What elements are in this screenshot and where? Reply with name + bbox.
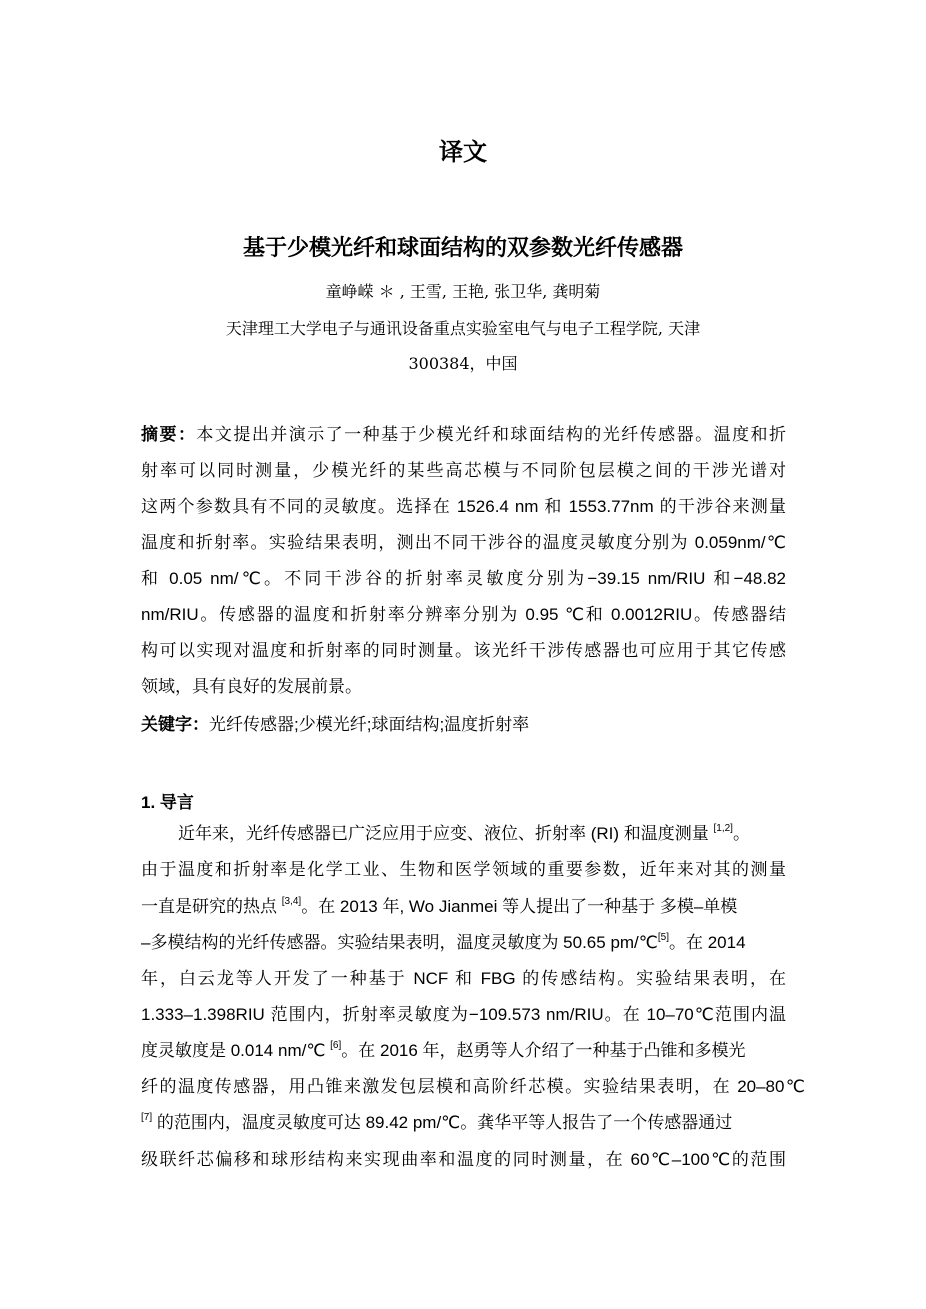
abstract-line: 领域，具有良好的发展前景。: [141, 677, 362, 696]
keywords-label: 关键字：: [141, 715, 209, 734]
abstract-text: 本文提出并演示了一种基于少模光纤和球面结构的光纤传感器。温度和折: [196, 425, 787, 444]
abstract-line: 和 0.05 nm/℃。不同干涉谷的折射率灵敏度分别为−39.15 nm/RIU 和−48.82: [141, 569, 786, 588]
abstract-line: 温度和折射率。实验结果表明，测出不同干涉谷的温度灵敏度分别为 0.059nm/℃: [141, 533, 786, 552]
abstract-line: 这两个参数具有不同的灵敏度。选择在 1526.4 nm 和 1553.77nm 的干涉谷来测量: [141, 497, 786, 516]
paper-title: 基于少模光纤和球面结构的双参数光纤传感器: [242, 235, 683, 260]
intro-line: 度灵敏度是 0.014 nm/℃ [6]。在 2016 年，赵勇等人介绍了一种基于凸锥和多模光: [141, 1040, 746, 1060]
intro-line: –多模结构的光纤传感器。实验结果表明，温度灵敏度为 50.65 pm/℃[5]。在 2014: [141, 932, 746, 952]
abstract-label: 摘要：: [141, 425, 197, 444]
abstract-line: 构可以实现对温度和折射率的同时测量。该光纤干涉传感器也可应用于其它传感: [141, 641, 786, 660]
intro-line: 年，白云龙等人开发了一种基于 NCF 和 FBG 的传感结构。实验结果表明，在: [141, 969, 786, 988]
document-heading: 译文: [439, 139, 487, 166]
citation: [5]: [657, 932, 669, 943]
intro-line: 一直是研究的热点 [3,4]。在 2013 年, Wo Jianmei 等人提出了一种基于 多模–单模: [141, 896, 738, 916]
citation: [7]: [141, 1112, 153, 1123]
intro-line: 级联纤芯偏移和球形结构来实现曲率和温度的同时测量，在 60℃–100℃的范围: [141, 1150, 786, 1169]
intro-line: [7] 的范围内，温度灵敏度可达 89.42 pm/℃。龚华平等人报告了一个传感器通过: [141, 1112, 733, 1132]
intro-line: 由于温度和折射率是化学工业、生物和医学领域的重要参数，近年来对其的测量: [141, 860, 786, 879]
intro-line: 1.333–1.398RIU 范围内，折射率灵敏度为−109.573 nm/RIU。在 10–70℃范围内温: [141, 1005, 786, 1024]
citation: [3,4]: [281, 896, 302, 907]
intro-line: 近年来，光纤传感器已广泛应用于应变、液位、折射率 (RI) 和温度测量 [1,2]。: [178, 823, 750, 843]
abstract-line: nm/RIU。传感器的温度和折射率分辨率分别为 0.95 ℃和 0.0012RIU。传感器结: [141, 605, 786, 624]
citation: [1,2]: [713, 823, 733, 834]
author-list: 童峥嵘 ＊ , 王雪, 王艳, 张卫华, 龚明菊: [325, 282, 601, 301]
abstract-line: [141, 425, 786, 445]
affiliation-line-1: 天津理工大学电子与通讯设备重点实验室电气与电子工程学院, 天津: [225, 319, 701, 338]
citation: [6]: [330, 1040, 342, 1051]
abstract-line: 射率可以同时测量，少模光纤的某些高芯模与不同阶包层模之间的干涉光谱对: [141, 461, 786, 480]
intro-line: 纤的温度传感器，用凸锥来激发包层模和高阶纤芯模。实验结果表明，在 20–80℃: [141, 1077, 805, 1096]
affiliation-line-2: 300384，中国: [408, 354, 518, 373]
keywords-text: 光纤传感器;少模光纤;球面结构;温度折射率: [209, 715, 530, 734]
keywords-line: [141, 715, 786, 735]
section-heading: 1. 导言: [141, 793, 194, 812]
